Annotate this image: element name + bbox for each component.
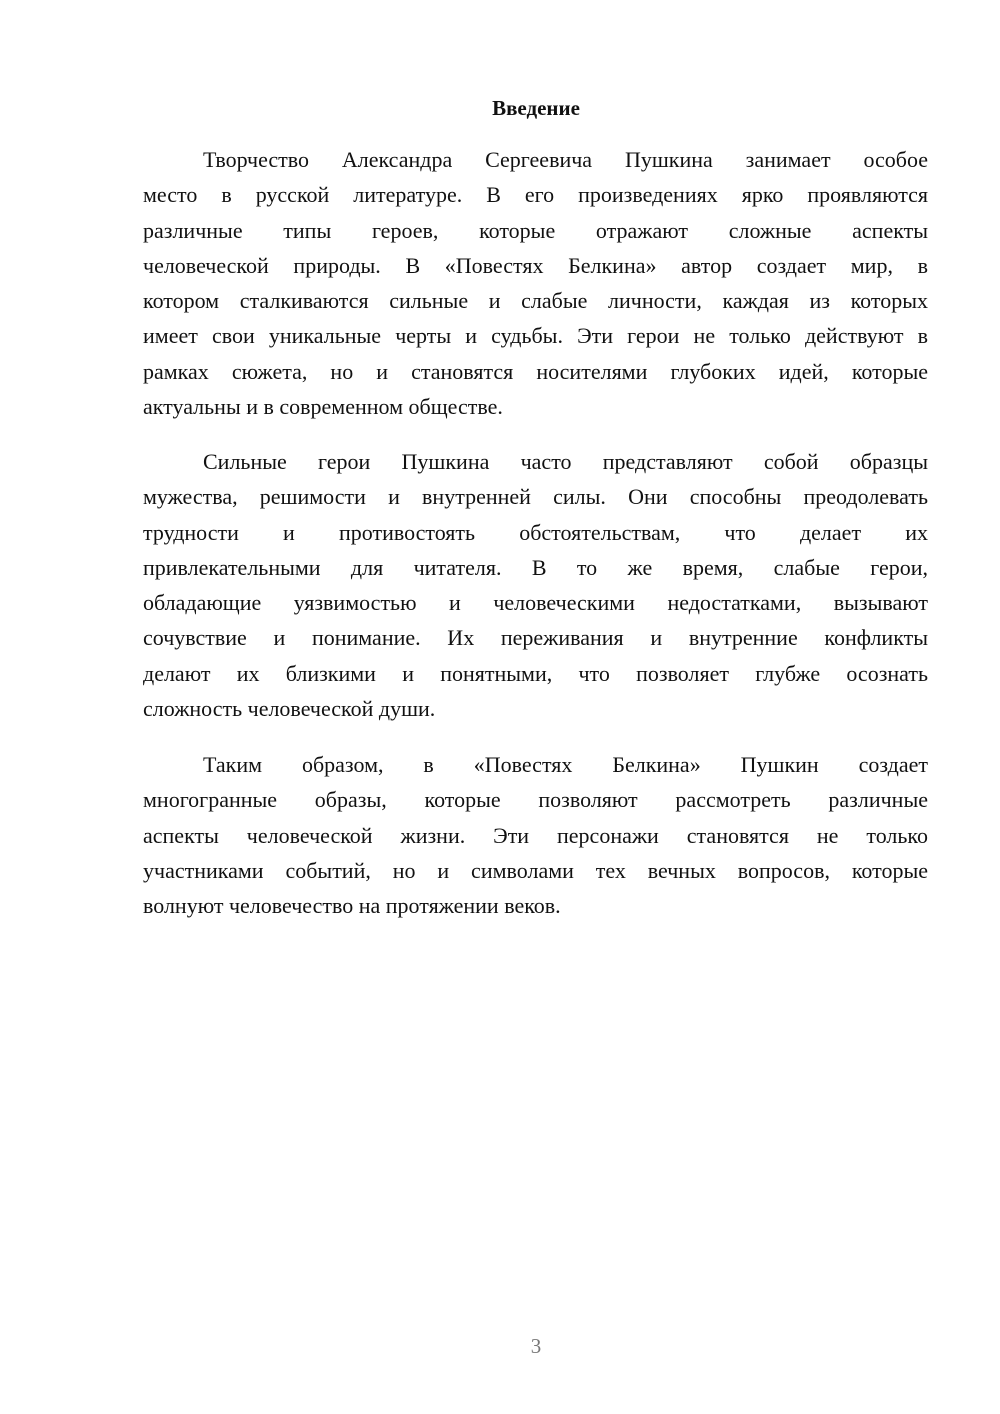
text-line: различные типы героев, которые отражают сложные аспекты (143, 217, 928, 243)
text-line: делают их близкими и понятными, что позволяет глубже осознать (143, 660, 928, 686)
text-line: место в русской литературе. В его произведениях ярко проявляются (143, 182, 928, 208)
text-line: человеческой природы. В «Повестях Белкина» автор создает мир, в (143, 252, 928, 278)
text-line: котором сталкиваются сильные и слабые личности, каждая из которых (143, 288, 928, 314)
section-title: Введение (492, 96, 580, 120)
paragraph (143, 747, 928, 923)
text-line: участниками событий, но и символами тех вечных вопросов, которые (143, 857, 928, 883)
text-line: Творчество Александра Сергеевича Пушкина занимает особое (203, 147, 928, 172)
text-line: имеет свои уникальные черты и судьбы. Эти герои не только действуют в (143, 323, 928, 349)
text-line: многогранные образы, которые позволяют рассмотреть различные (143, 787, 928, 813)
text-line: трудности и противостоять обстоятельствам, что делает их (143, 519, 928, 545)
text-line: мужества, решимости и внутренней силы. Они способны преодолевать (143, 484, 928, 510)
text-line: привлекательными для читателя. В то же время, слабые герои, (143, 554, 928, 580)
text-line: Сильные герои Пушкина часто представляют собой образцы (203, 449, 928, 474)
text-line: сочувствие и понимание. Их переживания и внутренние конфликты (143, 625, 928, 651)
paragraph (143, 142, 928, 424)
text-line: аспекты человеческой жизни. Эти персонажи становятся не только (143, 822, 928, 848)
text-line: актуальны и в современном обществе. (143, 394, 503, 420)
page-number: 3 (530, 1334, 542, 1358)
text-line: сложность человеческой души. (143, 696, 436, 722)
text-line: Таким образом, в «Повестях Белкина» Пушкин создает (203, 752, 928, 777)
paragraph (143, 444, 928, 726)
text-line: рамках сюжета, но и становятся носителями глубоких идей, которые (143, 358, 928, 384)
text-line: обладающие уязвимостью и человеческими недостатками, вызывают (143, 590, 928, 616)
text-line: волнуют человечество на протяжении веков. (143, 893, 561, 919)
